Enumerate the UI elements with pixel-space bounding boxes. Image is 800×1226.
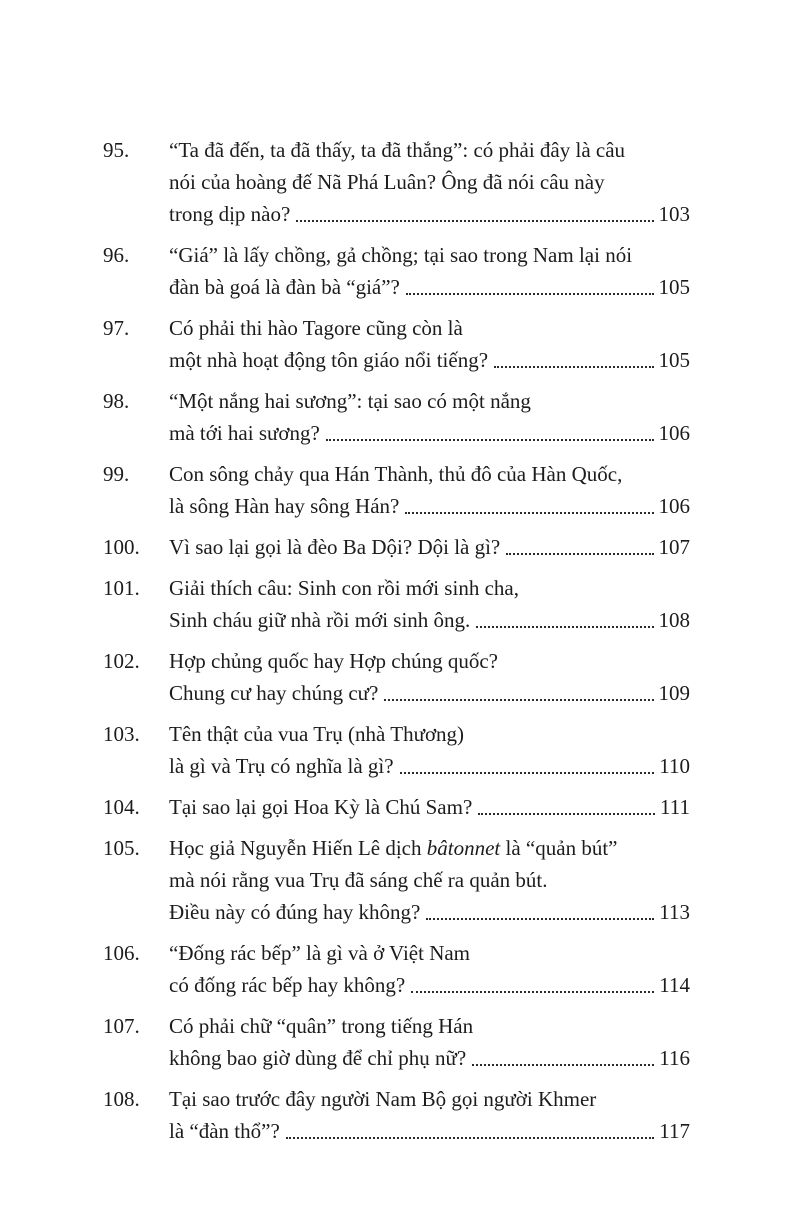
toc-line (169, 896, 690, 928)
dot-leader (406, 293, 654, 295)
toc-line (169, 645, 690, 677)
toc-line-text (169, 896, 420, 928)
toc-entry-number: 106. (103, 941, 140, 965)
toc-text-segment: một nhà hoạt động tôn giáo nổi tiếng? (169, 348, 489, 372)
toc-line (169, 1042, 690, 1074)
toc-entry-number: 100. (103, 535, 140, 559)
dot-leader (411, 991, 654, 993)
toc-line (169, 458, 690, 490)
dot-leader (426, 918, 654, 920)
toc-line-text (169, 1042, 466, 1074)
dot-leader (405, 512, 653, 514)
toc-text-segment: mà tới hai sương? (169, 421, 320, 445)
toc-entry-number: 103. (103, 722, 140, 746)
toc-line (169, 531, 690, 563)
toc-page-number: 105 (658, 348, 690, 372)
toc-text-segment: nói của hoàng đế Nã Phá Luân? Ông đã nói câu này (169, 170, 605, 194)
toc-text-segment: đàn bà goá là đàn bà “giá”? (169, 275, 400, 299)
toc-entry-number: 107. (103, 1014, 140, 1038)
toc-text-segment: mà nói rằng vua Trụ đã sáng chế ra quản bút. (169, 868, 548, 892)
toc-page-number: 103 (658, 202, 690, 226)
toc-entry-number: 97. (103, 316, 130, 340)
toc-entry-number: 105. (103, 836, 140, 860)
toc-line (169, 134, 690, 166)
dot-leader (384, 699, 653, 701)
toc-text-segment: không bao giờ dùng để chỉ phụ nữ? (169, 1046, 467, 1070)
toc-page-number: 114 (659, 973, 690, 997)
toc-line (169, 198, 690, 230)
toc-text-segment: Sinh cháu giữ nhà rồi mới sinh ông. (169, 608, 471, 632)
toc-page-number: 113 (659, 900, 690, 924)
toc-line (169, 271, 690, 303)
toc-text-segment: Điều này có đúng hay không? (169, 900, 421, 924)
toc-entry (103, 239, 690, 303)
toc-line (169, 312, 690, 344)
toc-line (169, 572, 690, 604)
dot-leader (286, 1137, 654, 1139)
toc-text-segment: trong dịp nào? (169, 202, 291, 226)
toc-entry-body (169, 239, 690, 303)
toc-entry-body (169, 1083, 690, 1147)
toc-text-segment: Con sông chảy qua Hán Thành, thủ đô của Hàn Quốc, (169, 462, 623, 486)
toc-entry-body (169, 718, 690, 782)
toc-entry-number: 108. (103, 1087, 140, 1111)
toc-line (169, 239, 690, 271)
toc-entry-body (169, 312, 690, 376)
toc-text-segment: Hợp chủng quốc hay Hợp chúng quốc? (169, 649, 498, 673)
toc-text-segment: Chung cư hay chúng cư? (169, 681, 379, 705)
toc-page-number: 110 (659, 754, 690, 778)
toc-entry (103, 937, 690, 1001)
toc-entry-body (169, 531, 690, 563)
toc-page-number: 116 (659, 1046, 690, 1070)
toc-entry (103, 791, 690, 823)
toc-line-text (169, 1115, 280, 1147)
toc-entry (103, 134, 690, 230)
toc-entry-body (169, 832, 690, 928)
toc-entry (103, 1083, 690, 1147)
toc-text-segment: Vì sao lại gọi là đèo Ba Dội? Dội là gì? (169, 535, 501, 559)
toc-text-segment: là “quản bút” (500, 836, 618, 860)
toc-line (169, 791, 690, 823)
toc-entry-number: 98. (103, 389, 130, 413)
toc-line (169, 1083, 690, 1115)
toc-line (169, 385, 690, 417)
toc-page-number: 117 (659, 1119, 690, 1143)
toc-entry-body (169, 645, 690, 709)
toc-line-text (169, 198, 290, 230)
toc-text-segment: là sông Hàn hay sông Hán? (169, 494, 400, 518)
toc-entry (103, 718, 690, 782)
toc-line-text (169, 791, 472, 823)
toc-entry-body (169, 1010, 690, 1074)
toc-entry (103, 531, 690, 563)
dot-leader (296, 220, 653, 222)
toc-entry (103, 1010, 690, 1074)
toc-text-segment: “Một nắng hai sương”: tại sao có một nắng (169, 389, 531, 413)
toc-text-segment: Học giả Nguyễn Hiến Lê dịch (169, 836, 427, 860)
toc-entry-body (169, 458, 690, 522)
toc-entry-number: 99. (103, 462, 130, 486)
toc-page-number: 107 (658, 535, 690, 559)
toc-page-number: 105 (658, 275, 690, 299)
toc-line-text (169, 604, 470, 636)
toc-line (169, 864, 690, 896)
toc-page-number: 106 (658, 421, 690, 445)
toc-line-text (169, 344, 488, 376)
toc-entry-body (169, 572, 690, 636)
dot-leader (326, 439, 654, 441)
toc-line-text (169, 490, 399, 522)
dot-leader (478, 813, 655, 815)
toc-page-number: 111 (660, 795, 690, 819)
toc-text-segment: Có phải thi hào Tagore cũng còn là (169, 316, 463, 340)
table-of-contents (103, 134, 690, 1156)
toc-line (169, 604, 690, 636)
toc-line-text (169, 417, 320, 449)
dot-leader (506, 553, 653, 555)
toc-line (169, 344, 690, 376)
toc-line (169, 718, 690, 750)
toc-line-text (169, 271, 400, 303)
toc-line-text (169, 531, 500, 563)
dot-leader (472, 1064, 654, 1066)
toc-entry-body (169, 385, 690, 449)
toc-line (169, 969, 690, 1001)
toc-line-text (169, 969, 405, 1001)
toc-entry (103, 458, 690, 522)
toc-text-segment: là gì và Trụ có nghĩa là gì? (169, 754, 394, 778)
toc-text-segment: Tại sao lại gọi Hoa Kỳ là Chú Sam? (169, 795, 473, 819)
toc-entry (103, 832, 690, 928)
toc-line (169, 1010, 690, 1042)
dot-leader (494, 366, 653, 368)
toc-line (169, 832, 690, 864)
toc-entry-number: 101. (103, 576, 140, 600)
toc-line (169, 1115, 690, 1147)
toc-line-text (169, 677, 378, 709)
toc-entry-number: 96. (103, 243, 130, 267)
toc-entry-body (169, 134, 690, 230)
toc-entry-number: 104. (103, 795, 140, 819)
toc-entry-number: 95. (103, 138, 130, 162)
toc-line (169, 750, 690, 782)
toc-entry (103, 572, 690, 636)
toc-entry (103, 645, 690, 709)
toc-text-segment: Có phải chữ “quân” trong tiếng Hán (169, 1014, 474, 1038)
toc-line (169, 937, 690, 969)
toc-page-number: 106 (658, 494, 690, 518)
toc-text-segment: có đống rác bếp hay không? (169, 973, 406, 997)
toc-entry-body (169, 937, 690, 1001)
toc-page-number: 108 (658, 608, 690, 632)
toc-line (169, 417, 690, 449)
toc-text-segment: Giải thích câu: Sinh con rồi mới sinh cha, (169, 576, 519, 600)
toc-entry (103, 312, 690, 376)
toc-text-segment: bâtonnet (426, 836, 501, 860)
toc-entry (103, 385, 690, 449)
toc-line (169, 166, 690, 198)
dot-leader (476, 626, 653, 628)
toc-entry-number: 102. (103, 649, 140, 673)
toc-text-segment: “Giá” là lấy chồng, gả chồng; tại sao trong Nam lại nói (169, 243, 633, 267)
toc-line-text (169, 750, 394, 782)
toc-line (169, 490, 690, 522)
toc-page-number: 109 (658, 681, 690, 705)
toc-text-segment: Tại sao trước đây người Nam Bộ gọi người Khmer (169, 1087, 597, 1111)
dot-leader (400, 772, 655, 774)
toc-text-segment: “Đống rác bếp” là gì và ở Việt Nam (169, 941, 471, 965)
toc-text-segment: là “đàn thổ”? (169, 1119, 280, 1143)
toc-line (169, 677, 690, 709)
toc-entry-body (169, 791, 690, 823)
toc-text-segment: Tên thật của vua Trụ (nhà Thương) (169, 722, 465, 746)
toc-text-segment: “Ta đã đến, ta đã thấy, ta đã thắng”: có phải đây là câu (169, 138, 626, 162)
